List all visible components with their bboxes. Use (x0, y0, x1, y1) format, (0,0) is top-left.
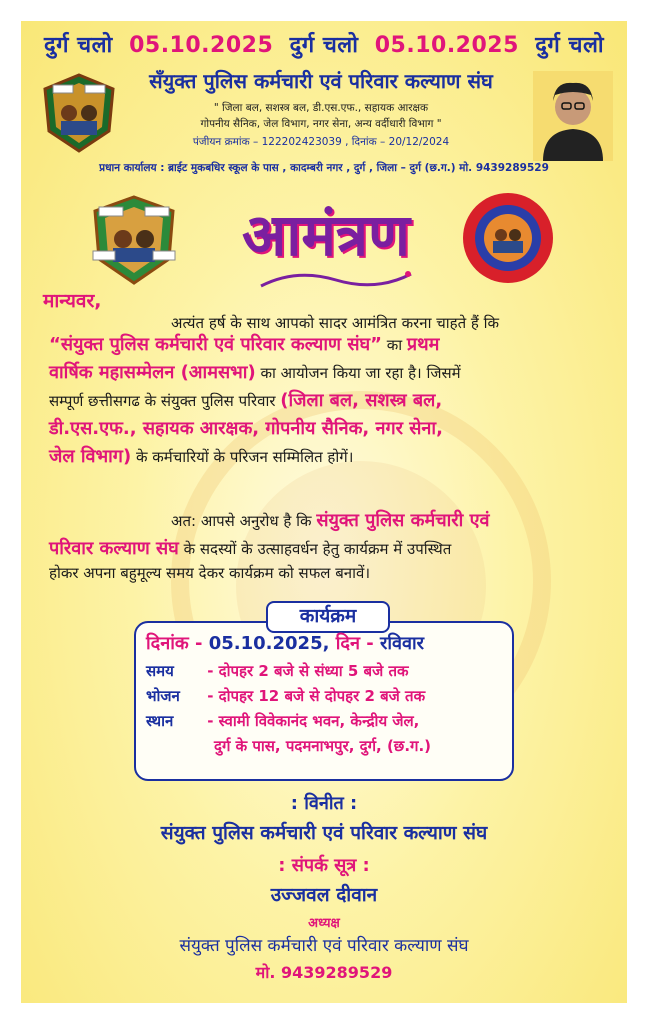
paragraph-2-line-2 (49, 537, 603, 561)
slogan-banner (21, 29, 627, 59)
slogan-word: दुर्ग चलो (535, 33, 605, 58)
participation-text: के कर्मचारियों के परिजन सम्मिलित होगें। (135, 448, 354, 466)
slogan-word: दुर्ग चलो (43, 33, 113, 58)
org-highlight-1: संयुक्त पुलिस कर्मचारी एवं (316, 510, 490, 531)
food-label: भोजन (146, 687, 180, 705)
contact-mobile: मो. 9439289529 (255, 963, 393, 982)
contact-name: उज्जवल दीवान (270, 884, 378, 906)
event-highlight: वार्षिक महासम्मेलन (आमसभा) (49, 362, 256, 383)
program-food-row (146, 686, 425, 706)
departments-line-1: " जिला बल, सशस्त्र बल, डी.एस.एफ., सहायक आरक्षक (213, 102, 429, 114)
day-value: रविवार (379, 633, 425, 654)
vinit-label: : विनीत : (290, 793, 358, 814)
salutation: मान्यवर, (43, 290, 102, 312)
program-time-row (146, 661, 409, 681)
registration-number: पंजीयन क्रमांक – 122202423039 , दिनांक – 20/12/2024 (192, 136, 450, 148)
decorative-swirl-icon (256, 266, 416, 292)
paragraph-1-line-4 (49, 389, 603, 413)
statewide-text: सम्पूर्ण छत्तीसगढ के संयुक्त पुलिस परिवार (49, 392, 276, 410)
program-heading: कार्यक्रम (266, 601, 390, 633)
slogan-date: 05.10.2025 (129, 33, 274, 58)
contact-role: अध्यक्ष (308, 916, 340, 931)
paragraph-1-line-6 (49, 445, 603, 469)
venue-label: स्थान (146, 712, 174, 730)
org-name: सँयुक्त पुलिस कर्मचारी एवं परिवार कल्याण संघ (149, 69, 493, 93)
paragraph-1-line-1: अत्यंत हर्ष के साथ आपको सादर आमंत्रित करना चाहते हैं कि (171, 314, 500, 332)
units-highlight-2: डी.एस.एफ., सहायक आरक्षक, गोपनीय सैनिक, नगर सेना, (49, 418, 443, 439)
connector-text: का (386, 336, 403, 354)
paragraph-2-line-1 (171, 509, 611, 533)
contact-org-name: संयुक्त पुलिस कर्मचारी एवं परिवार कल्याण संघ (179, 936, 469, 956)
departments-line-2: गोपनीय सैनिक, जेल विभाग, नगर सेना, अन्य वर्दीधारी विभाग " (200, 118, 442, 130)
venue-value-1: - स्वामी विवेकानंद भवन, केन्द्रीय जेल, (207, 712, 420, 730)
program-venue-row-2 (214, 736, 431, 756)
event-text: का आयोजन किया जा रहा है। जिसमें (260, 364, 461, 382)
invitation-title: आमंत्रण (242, 201, 410, 269)
time-value: - दोपहर 2 बजे से संध्या 5 बजे तक (207, 662, 409, 680)
footer-org-name: संयुक्त पुलिस कर्मचारी एवं परिवार कल्याण संघ (160, 822, 488, 844)
date-label: दिनांक - (146, 633, 203, 654)
encouragement-text: के सदस्यों के उत्साहवर्धन हेतु कार्यक्रम में उपस्थित (183, 540, 452, 558)
slogan-word: दुर्ग चलो (289, 33, 359, 58)
program-venue-row (146, 711, 419, 731)
food-value: - दोपहर 12 बजे से दोपहर 2 बजे तक (207, 687, 426, 705)
day-label: दिन - (335, 633, 374, 654)
slogan-date: 05.10.2025 (374, 33, 519, 58)
units-highlight-1: (जिला बल, सशस्त्र बल, (280, 390, 443, 411)
first-highlight: प्रथम (406, 334, 440, 355)
org-name-highlight: “संयुक्त पुलिस कर्मचारी एवं परिवार कल्याण संघ” (49, 334, 382, 355)
head-office-address: प्रधान कार्यालय : ब्राईट मुकबधिर स्कूल के पास , कादम्बरी नगर , दुर्ग , जिला – दुर्ग (छ.ग.) मो. 9439289529 (99, 162, 549, 174)
contact-label: : संपर्क सूत्र : (278, 855, 370, 876)
program-date-row (146, 631, 424, 655)
circular-seal-icon (461, 191, 555, 285)
venue-value-2: दुर्ग के पास, पदमनाभपुर, दुर्ग, (छ.ग.) (214, 737, 432, 755)
paragraph-1-line-5 (49, 417, 603, 441)
paragraph-2-line-3: होकर अपना बहुमूल्य समय देकर कार्यक्रम को सफल बनावें। (49, 564, 371, 582)
paragraph-1-line-3 (49, 361, 603, 385)
request-text: अत: आपसे अनुरोध है कि (171, 512, 312, 530)
time-label: समय (146, 662, 174, 680)
shield-logo-icon (89, 193, 179, 288)
invitation-card (21, 21, 627, 1003)
org-highlight-2: परिवार कल्याण संघ (49, 538, 179, 559)
units-highlight-3: जेल विभाग) (49, 446, 132, 467)
paragraph-1-line-2 (49, 333, 603, 357)
date-value: 05.10.2025, (208, 633, 330, 654)
